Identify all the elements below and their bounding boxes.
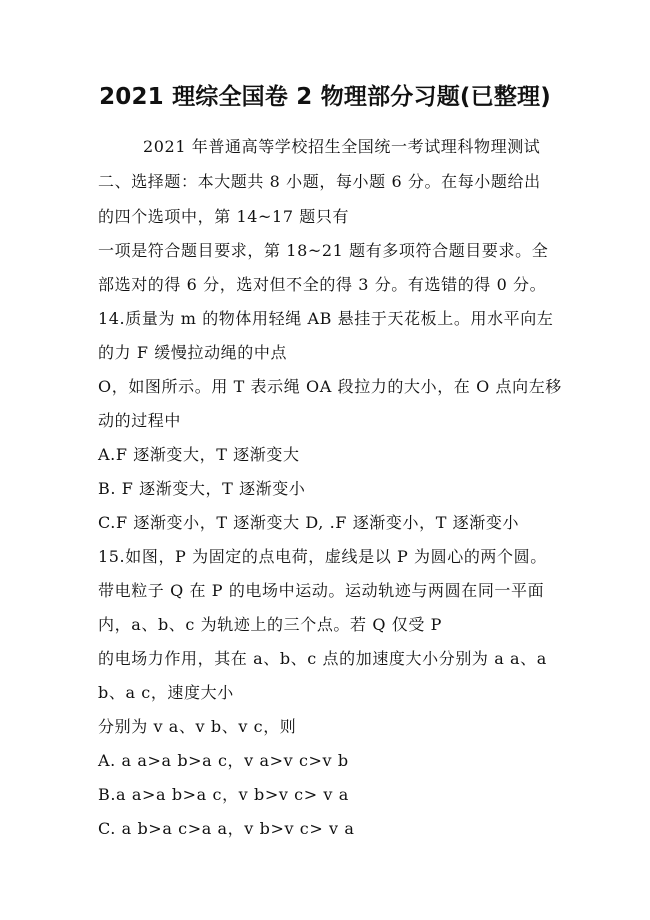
text-line: 内，a、b、c 为轨迹上的三个点。若 Q 仅受 P (98, 615, 442, 634)
text-line: 15.如图，P 为固定的点电荷，虚线是以 P 为圆心的两个圆。 (98, 547, 547, 566)
text-line: b、a c，速度大小 (98, 683, 234, 702)
text-line: 一项是符合题目要求，第 18~21 题有多项符合题目要求。全 (98, 241, 549, 260)
text-line: 14.质量为 m 的物体用轻绳 AB 悬挂于天花板上。用水平向左 (98, 309, 554, 328)
option-line: B.a a>a b>a c，v b>v c> v a (98, 785, 349, 804)
text-line: 部选对的得 6 分，选对但不全的得 3 分。有选错的得 0 分。 (98, 275, 547, 294)
text-line: 二、选择题：本大题共 8 小题，每小题 6 分。在每小题给出 (98, 172, 541, 191)
text-line: 的电场力作用，其在 a、b、c 点的加速度大小分别为 a a、a (98, 649, 547, 668)
text-line: 的力 F 缓慢拉动绳的中点 (98, 343, 288, 362)
option-line: C.F 逐渐变小，T 逐渐变大 D, .F 逐渐变小，T 逐渐变小 (98, 513, 520, 532)
document-title: 2021 理综全国卷 2 物理部分习题(已整理) (99, 84, 551, 110)
text-line: 2021 年普通高等学校招生全国统一考试理科物理测试 (143, 137, 541, 156)
text-line: 分别为 v a、v b、v c，则 (98, 717, 297, 736)
option-line: B. F 逐渐变大，T 逐渐变小 (98, 479, 306, 498)
option-line: C. a b>a c>a a，v b>v c> v a (98, 819, 355, 838)
text-line: 带电粒子 Q 在 P 的电场中运动。运动轨迹与两圆在同一平面 (98, 581, 545, 600)
option-line: A. a a>a b>a c，v a>v c>v b (98, 751, 349, 770)
text-line: O，如图所示。用 T 表示绳 OA 段拉力的大小，在 O 点向左移 (98, 377, 562, 396)
text-line: 动的过程中 (98, 411, 182, 430)
text-line: 的四个选项中，第 14~17 题只有 (98, 207, 350, 226)
option-line: A.F 逐渐变大，T 逐渐变大 (98, 445, 300, 464)
